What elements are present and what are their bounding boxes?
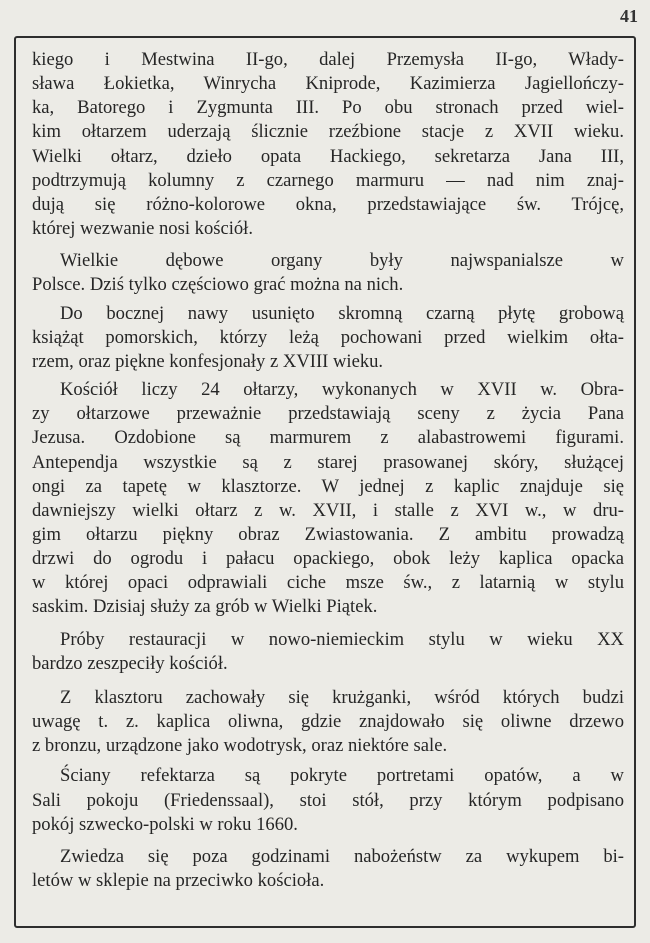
text-line: Wielki ołtarz, dzieło opata Hackiego, sekretarza Jana III,	[32, 145, 624, 167]
text-line: książąt pomorskich, którzy leżą pochowani przed wielkim ołta-	[32, 326, 624, 348]
text-line: rzem, oraz piękne konfesjonały z XVIII wieku.	[32, 350, 384, 372]
text-line: sława Łokietka, Winrycha Kniprode, Kazimierza Jagiellończy-	[32, 73, 624, 95]
text-line: kim ołtarzem uderzają ślicznie rzeźbione stacje z XVII wieku.	[32, 121, 624, 143]
text-line: Jezusa. Ozdobione są marmurem z alabastrowemi figurami.	[32, 427, 624, 449]
paragraph	[32, 302, 624, 374]
paragraph-gap	[32, 676, 624, 686]
paragraph-gap	[32, 837, 624, 845]
text-line: Do bocznej nawy usunięto skromną czarną płytę grobową	[60, 302, 624, 324]
text-line: dawniejszy wielki ołtarz z w. XVII, i stalle z XVI w., w dru-	[32, 499, 624, 521]
text-line: ka, Batorego i Zygmunta III. Po obu stronach przed wiel-	[32, 97, 624, 119]
text-line: drzwi do ogrodu i pałacu opackiego, obok leży kaplica opacka	[32, 548, 624, 570]
text-line: bardzo zeszpeciły kościół.	[32, 652, 228, 674]
text-line: Zwiedza się poza godzinami nabożeństw za wykupem bi-	[60, 845, 624, 867]
text-line: w której opaci odprawiali ciche msze św., z latarnią w stylu	[32, 572, 624, 594]
text-line: ongi za tapetę w klasztorze. W jednej z kaplic znajduje się	[32, 475, 624, 497]
text-line: gim ołtarzu piękny obraz Zwiastowania. Z ambitu prowadzą	[32, 523, 624, 545]
text-line: letów w sklepie na przeciwko kościoła.	[32, 870, 325, 891]
text-line: dują się różno-kolorowe okna, przedstawiające św. Trójcę,	[32, 193, 624, 215]
text-line: Ściany refektarza są pokryte portretami opatów, a w	[60, 765, 624, 787]
text-line: Kościół liczy 24 ołtarzy, wykonanych w XVII w. Obra-	[60, 379, 624, 401]
page-number: 41	[620, 6, 638, 26]
text-line: Sali pokoju (Friedenssaal), stoi stół, przy którym podpisano	[32, 789, 624, 811]
text-line: saskim. Dzisiaj służy za grób w Wielki Piątek.	[32, 596, 378, 618]
text-line: pokój szwecko-polski w roku 1660.	[32, 813, 298, 835]
text-line: kiego i Mestwina II-go, dalej Przemysła II-go, Włady-	[32, 49, 624, 70]
paragraph-gap	[32, 241, 624, 249]
text-line: uwagę t. z. kaplica oliwna, gdzie znajdowało się oliwne drzewo	[32, 711, 624, 733]
text-line: zy ołtarzowe przeważnie przedstawiają sceny z życia Pana	[32, 403, 624, 425]
text-line: której wezwanie nosi kościół.	[32, 218, 254, 240]
paragraph	[32, 249, 624, 297]
paragraph	[32, 48, 624, 241]
text-line: z bronzu, urządzone jako wodotrysk, oraz niektóre sale.	[32, 735, 448, 757]
text-line: Antependja wszystkie są z starej prasowanej skóry, służącej	[32, 451, 624, 473]
text-frame	[14, 36, 636, 928]
paragraph	[32, 378, 624, 620]
paragraph	[32, 686, 624, 758]
text-line: podtrzymują kolumny z czarnego marmuru — nad nim znaj-	[32, 169, 624, 191]
page-text	[32, 48, 624, 893]
text-line: Próby restauracji w nowo-niemieckim stylu w wieku XX	[60, 628, 624, 650]
paragraph	[32, 845, 624, 893]
paragraph	[32, 764, 624, 836]
paragraph-gap	[32, 620, 624, 628]
text-line: Polsce. Dziś tylko częściowo grać można na nich.	[32, 274, 404, 296]
text-line: Z klasztoru zachowały się krużganki, wśród których budzi	[60, 686, 624, 708]
paragraph	[32, 628, 624, 676]
text-line: Wielkie dębowe organy były najwspanialsze w	[60, 250, 624, 272]
